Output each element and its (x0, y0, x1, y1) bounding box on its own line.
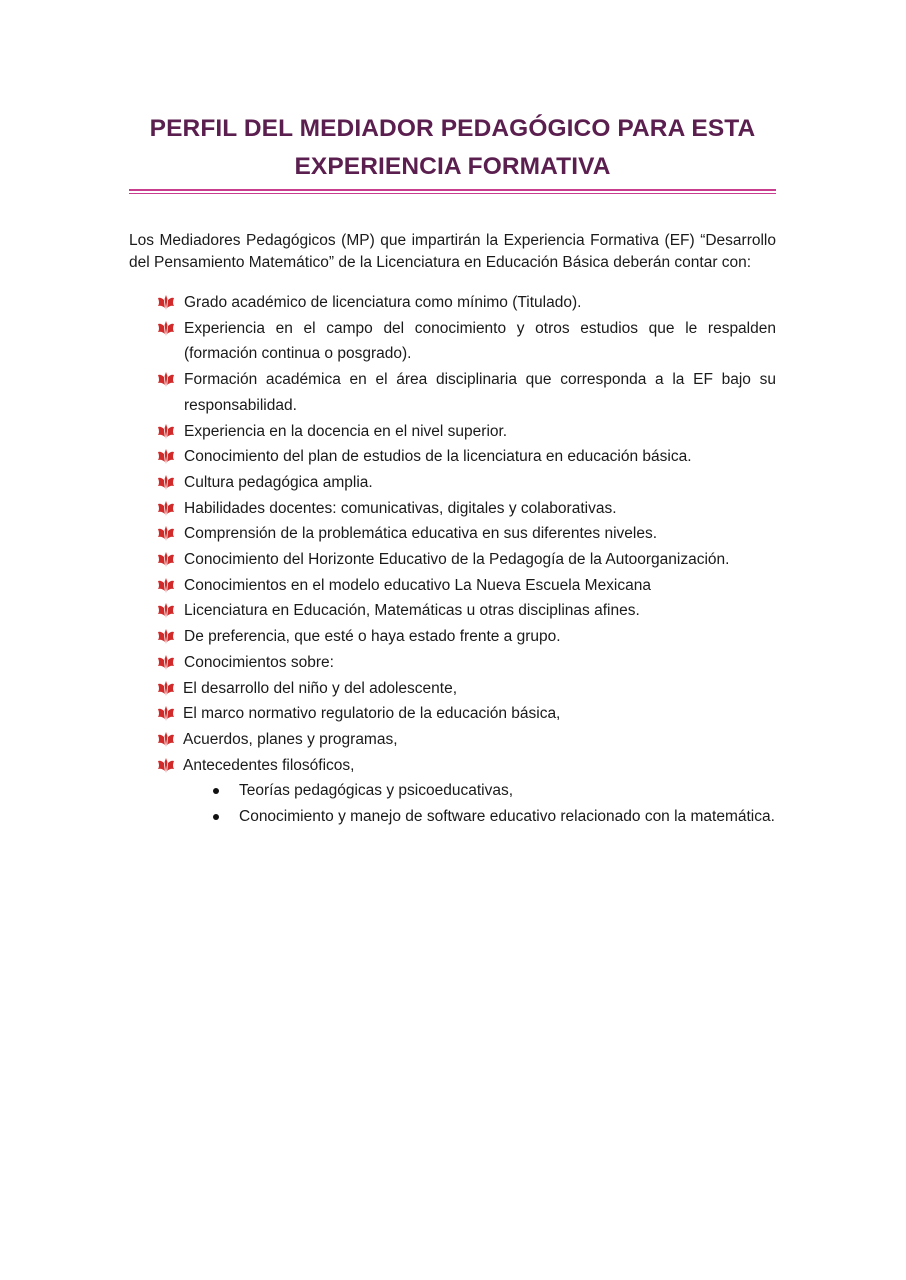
red-fleur-bullet-icon (157, 706, 175, 721)
bullet-dot-icon (213, 788, 219, 794)
list-item (129, 778, 776, 804)
sub-requirement-text: Conocimiento y manejo de software educativo relacionado con la matemática. (239, 808, 775, 826)
list-item (129, 676, 776, 702)
requirement-text: El marco normativo regulatorio de la educación básica, (183, 705, 561, 723)
requirement-text: Cultura pedagógica amplia. (184, 473, 373, 491)
list-item (129, 650, 776, 676)
list-item (129, 547, 776, 573)
list-item (129, 290, 776, 316)
red-fleur-bullet-icon (157, 578, 175, 593)
list-item (129, 316, 776, 367)
title-underline (129, 189, 776, 194)
list-item (129, 367, 776, 418)
list-item (129, 470, 776, 496)
list-item (129, 521, 776, 547)
requirement-text: Antecedentes filosóficos, (183, 756, 355, 774)
title-line-1: PERFIL DEL MEDIADOR PEDAGÓGICO PARA ESTA (149, 115, 756, 142)
list-item (129, 496, 776, 522)
requirement-text: Conocimiento del plan de estudios de la licenciatura en educación básica. (184, 448, 692, 466)
bullet-dot-icon (213, 814, 219, 820)
red-fleur-bullet-icon (157, 449, 175, 464)
title-line-2: EXPERIENCIA FORMATIVA (294, 153, 611, 180)
sub-requirements-list (129, 778, 776, 829)
red-fleur-bullet-icon (157, 501, 175, 516)
requirement-text: Experiencia en el campo del conocimiento y otros estudios que le respalden (formación continua o posgrado). (184, 319, 776, 363)
sub-requirement-text: Teorías pedagógicas y psicoeducativas, (239, 782, 513, 800)
requirement-text: Conocimientos en el modelo educativo La Nueva Escuela Mexicana (184, 576, 651, 594)
list-item (129, 753, 776, 779)
list-item (129, 624, 776, 650)
requirement-text: El desarrollo del niño y del adolescente, (183, 679, 458, 697)
list-item (129, 444, 776, 470)
requirement-text: Acuerdos, planes y programas, (183, 730, 398, 748)
red-fleur-bullet-icon (157, 372, 175, 387)
red-fleur-bullet-icon (157, 526, 175, 541)
requirement-text: Habilidades docentes: comunicativas, digitales y colaborativas. (184, 499, 617, 517)
intro-paragraph: Los Mediadores Pedagógicos (MP) que impartirán la Experiencia Formativa (EF) “Desarrollo del Pensamiento Matemático” de la Licenciatura en Educación Básica deberán contar con: (129, 232, 776, 271)
requirement-text: Conocimiento del Horizonte Educativo de la Pedagogía de la Autoorganización. (184, 551, 730, 569)
red-fleur-bullet-icon (157, 424, 175, 439)
red-fleur-bullet-icon (157, 475, 175, 490)
requirement-text: De preferencia, que esté o haya estado frente a grupo. (184, 628, 561, 646)
list-item (129, 419, 776, 445)
list-item (129, 727, 776, 753)
red-fleur-bullet-icon (157, 629, 175, 644)
red-fleur-bullet-icon (157, 681, 175, 696)
requirement-text: Licenciatura en Educación, Matemáticas u otras disciplinas afines. (184, 602, 640, 620)
document-title (129, 110, 776, 186)
list-item (129, 701, 776, 727)
red-fleur-bullet-icon (157, 321, 175, 336)
requirement-text: Experiencia en la docencia en el nivel superior. (184, 422, 508, 440)
red-fleur-bullet-icon (157, 732, 175, 747)
list-item (129, 804, 776, 830)
red-fleur-bullet-icon (157, 603, 175, 618)
red-fleur-bullet-icon (157, 552, 175, 567)
requirement-text: Grado académico de licenciatura como mínimo (Titulado). (184, 294, 582, 311)
requirement-text: Formación académica en el área disciplinaria que corresponda a la EF bajo su responsabilidad. (184, 371, 776, 414)
list-item (129, 573, 776, 599)
red-fleur-bullet-icon (157, 295, 175, 310)
document-page (129, 110, 776, 830)
requirements-list (129, 290, 776, 778)
requirement-text: Comprensión de la problemática educativa en sus diferentes niveles. (184, 525, 658, 543)
requirement-text: Conocimientos sobre: (184, 653, 334, 671)
list-item (129, 598, 776, 624)
red-fleur-bullet-icon (157, 655, 175, 670)
red-fleur-bullet-icon (157, 758, 175, 773)
